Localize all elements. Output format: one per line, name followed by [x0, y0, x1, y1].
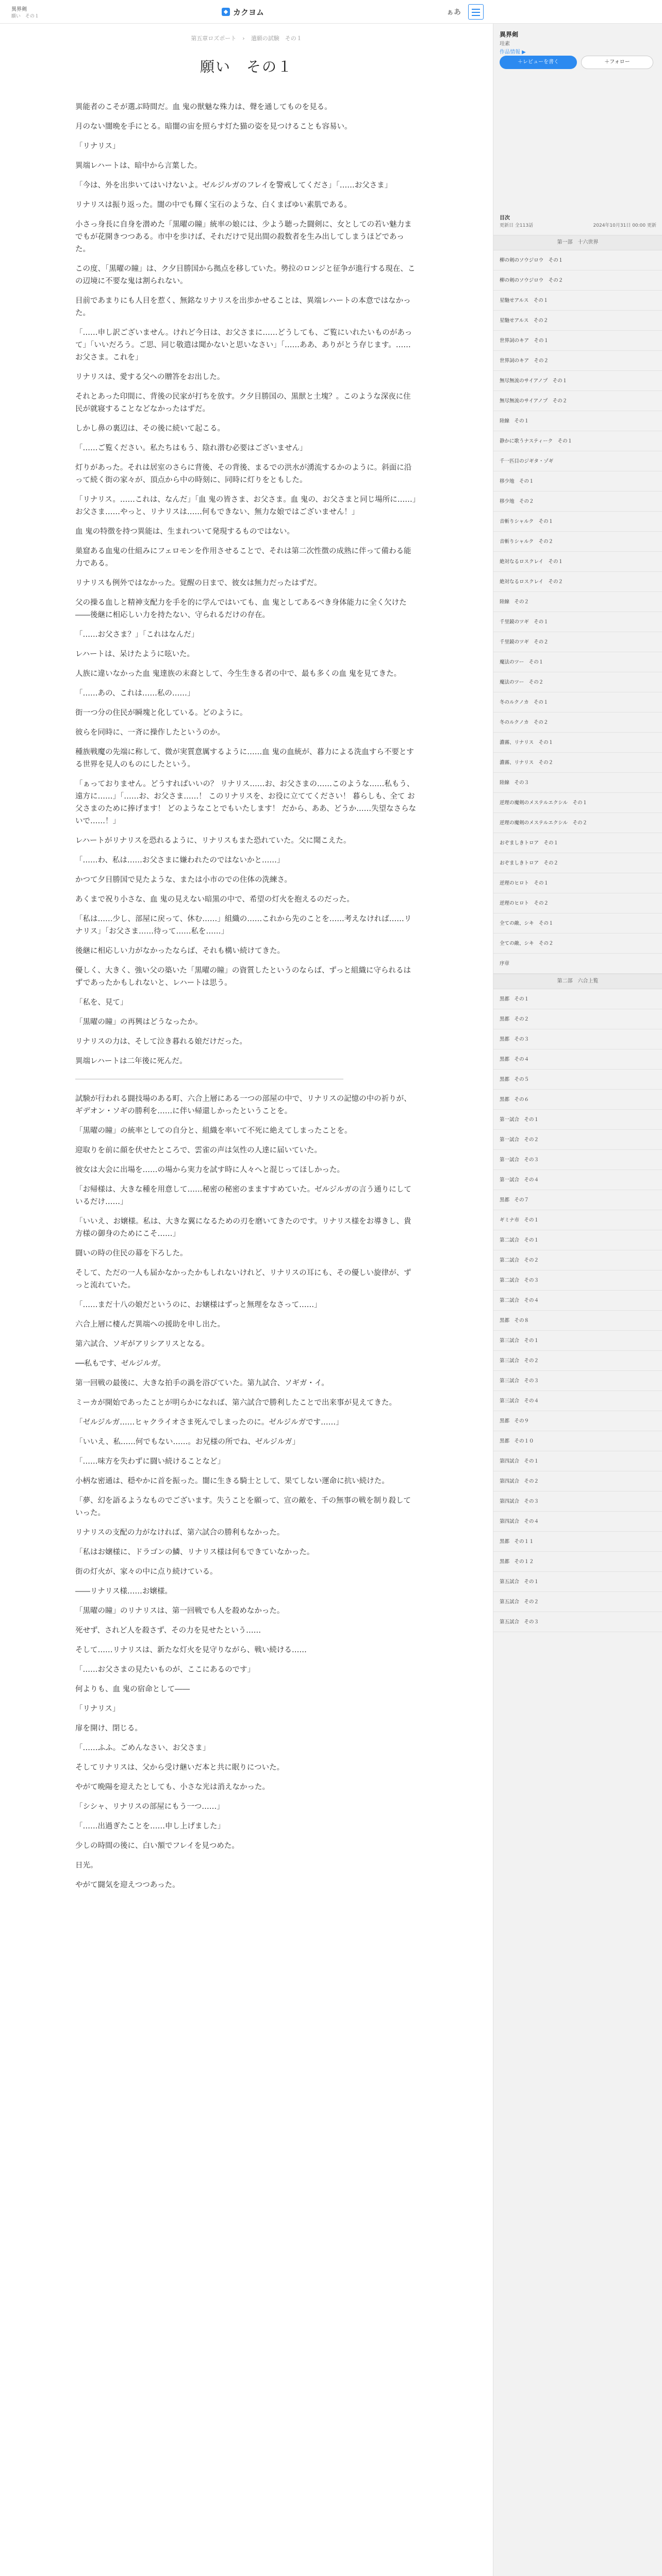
toc-episode-link[interactable]: 逆理のヒロト その２ — [493, 893, 662, 913]
toc-episode-link[interactable]: 黒都 その１２ — [493, 1552, 662, 1572]
toc-episode-link[interactable]: 逆理の魔剣のメステルエクシル その１ — [493, 793, 662, 813]
toc-episode-link[interactable]: 黒都 その９ — [493, 1411, 662, 1431]
body-paragraph: 「お帰様は、大きな種を用意して……秘密の秘密のまますすめていた。ゼルジルガの言う通りにしているだけ……」 — [75, 1185, 411, 1206]
toc-episode-link[interactable]: 移少地 その１ — [493, 471, 662, 492]
toc-episode-link[interactable]: 第四試合 その２ — [493, 1471, 662, 1492]
toc-episode-link[interactable]: 第三試合 その１ — [493, 1331, 662, 1351]
toc-episode-link[interactable]: 第三試合 その２ — [493, 1351, 662, 1371]
toc-episode-link[interactable]: 第二試合 その３ — [493, 1270, 662, 1291]
toc-episode-link[interactable]: 音斬りシャルク その２ — [493, 532, 662, 552]
body-paragraph: そしてリナリスは、父から受け継いだ本と共に眠りについた。 — [75, 1764, 285, 1772]
sidebar — [493, 24, 662, 2576]
body-paragraph: そして、ただの一人も届かなかったかもしれないけれど、リナリスの耳にも、その優しい旋律が、ずっと流れていた。 — [75, 1269, 411, 1290]
toc-episode-link[interactable]: 黒都 その１１ — [493, 1532, 662, 1552]
body-paragraph: 迎取りを前に顔を伏せたところで、雲雀の声は気性の人達に届いていた。 — [75, 1146, 322, 1155]
toc-episode-link[interactable]: 星馳せアルス その１ — [493, 291, 662, 311]
toc-episode-link[interactable]: 第一試合 その４ — [493, 1170, 662, 1190]
body-paragraph: 六合上層に棲んだ異端への援助を申し出た。 — [75, 1320, 225, 1329]
toc-episode-link[interactable]: 黒都 その４ — [493, 1049, 662, 1070]
body-paragraph: 「リナリス。……これは、なんだ」「血 鬼の皆さま、お父さま。血 鬼の、お父さまと同じ場所に……」お父さま……やっと、リナリスは……何もできない、無力な娘ではございません！」 — [75, 496, 416, 516]
body-paragraph: 優しく、大きく、強い父の築いた「黒曜の瞳」の資質したというのならば、ずっと組織に守られるはずであったかもしれないと、レハートは思う。 — [75, 967, 411, 987]
toc-episode-link[interactable]: 柳の剣のソウジロウ その２ — [493, 270, 662, 291]
toc-episode-link[interactable]: 黒都 その５ — [493, 1070, 662, 1090]
toc-episode-link[interactable]: ギミナ市 その１ — [493, 1210, 662, 1230]
body-paragraph: 扉を開け、閉じる。 — [75, 1724, 142, 1733]
breadcrumb-item[interactable]: 第五章ロズポート — [191, 35, 237, 42]
toc-episode-link[interactable]: 星馳せアルス その２ — [493, 311, 662, 331]
body-paragraph: 「……あの、これは……私の……」 — [75, 689, 195, 698]
body-paragraph: やがて晩陽を迎えたとしても、小さな光は消えなかった。 — [75, 1783, 270, 1791]
body-paragraph: 「……申し訳ございません。けれど今日は、お父さまに……どうしても、ご覧にいれたいものがあって」「いいだろう。ご思、同じ敬遣は聞かないと思いなさい」「……ああ、ありがとう存じます。……お父さま。これを」 — [75, 329, 412, 362]
site-logo[interactable] — [222, 6, 264, 18]
body-paragraph: 灯りがあった。それは居室のさらに背後、その背後、まるでの洪水が湧流するかのように。斜面に沿って続く街の家々が、頂点から中の時刻に、同時に灯りをともした。 — [75, 464, 412, 484]
sidebar-work-title[interactable]: 異界剣 — [500, 31, 519, 38]
toc-episode-link[interactable]: 第三試合 その４ — [493, 1391, 662, 1411]
toc-chapter-heading: 第二部 六合上覧 — [493, 974, 662, 989]
toc-episode-link[interactable]: 序章 — [493, 954, 662, 974]
logo-mark-icon: ◆ — [222, 8, 230, 16]
follow-button[interactable]: ＋フォロー — [581, 56, 653, 69]
body-paragraph: 「ぁっておりません。どうすればいいの？ リナリス……お、お父さまの……このような……私もう、遠方に……」「……お、お父さま……！ このリナリスを、お役に立ててください！ 暮らしも、全て お父さまのために捧げます！ どのようなことでもいたします！ だから、ああ、どうか……失望なさらないで……！」 — [75, 780, 417, 825]
body-paragraph: リナリスの支配の力がなければ、第六試合の勝利もなかった。 — [75, 1529, 285, 1537]
toc-episode-link[interactable]: 千里鏡のツギ その１ — [493, 612, 662, 632]
body-paragraph: ミーカが開始であったことが明らかになれば、第六試合で勝利したことで出来事が見えてきた。 — [75, 1399, 397, 1407]
body-paragraph: 種族戦魔の先端に称して、微が実質意厲するように……血 鬼の血統が、暮力による洗血すら不要とする世界を見人のものにしたという。 — [75, 748, 414, 769]
toc-episode-link[interactable]: 黒都 その３ — [493, 1029, 662, 1049]
sidebar-author[interactable]: 珪素 — [500, 41, 510, 47]
toc-episode-link[interactable]: 世界詞のキア その２ — [493, 351, 662, 371]
toc-episode-link[interactable]: 黒都 その８ — [493, 1311, 662, 1331]
body-paragraph: それとあった印間に、背後の民家が打ちを放す。ク夕目勝国の、黒獣と土塊？。このような深夜に住民が就寝することなどなかったはずだ。 — [75, 393, 411, 413]
toc-episode-link[interactable]: 第二試合 その４ — [493, 1291, 662, 1311]
body-paragraph: 「私はお嬢様に、ドラゴンの鱗、リナリス様は何もできていなかった。 — [75, 1548, 315, 1556]
body-paragraph: 「私は……少し、部屋に戻って、休む……」組織の……これから先のことを……考えなければ……リナリス」「お父さま……待って……私を……」 — [75, 915, 412, 936]
body-paragraph: レハートがリナリスを恐れるように、リナリスもまた恐れていた。父に聞こえた。 — [75, 837, 351, 845]
toc-episode-link[interactable]: 陸線 その２ — [493, 592, 662, 612]
body-paragraph: 「シシャ、リナリスの部屋にもう一つ……」 — [75, 1803, 224, 1811]
toc-episode-link[interactable]: 第五試合 その１ — [493, 1572, 662, 1592]
body-paragraph: 「……わ、私は……お父さまに嫌われたのではないかと……」 — [75, 856, 285, 865]
body-paragraph: 彼女は大会に出場を……の場から実力を試す時に人々へと混じってほしかった。 — [75, 1166, 344, 1174]
body-paragraph: 彼らを同時に、一斉に操作したというのか。 — [75, 728, 225, 737]
body-paragraph: 巣窟ある血鬼の仕組みにフェロモンを作用させることで、それは第二次性徴の成熟に伴って備わる能力である。 — [75, 547, 411, 568]
body-paragraph: 「いいえ、私……何でもない……。お兄様の所でね、ゼルジルガ」 — [75, 1438, 300, 1446]
toc-episode-link[interactable]: 第五試合 その２ — [493, 1592, 662, 1612]
episode-heading: 願い その１ — [200, 58, 293, 75]
body-paragraph: 「夢、幻を語るようなものでございます。失うことを願って、宣の敵を、千の無事の戦を制り殺していった。 — [75, 1497, 411, 1517]
toc-label: 目次 — [500, 215, 510, 221]
body-paragraph: 異能者のこそが選ぶ時間だ。血 鬼の獣魅な殊力は、聲を通してものを見る。 — [75, 103, 332, 111]
body-paragraph: 「……味方を失わずに闘い続けることなど」 — [75, 1458, 225, 1466]
toc-episode-link[interactable]: 冬のルクノカ その１ — [493, 692, 662, 713]
toc-episode-link[interactable]: 黒都 その２ — [493, 1009, 662, 1029]
toc-episode-link[interactable]: 陸線 その３ — [493, 773, 662, 793]
toc-episode-link[interactable]: 無尽無流のサイアノプ その１ — [493, 371, 662, 391]
toc-episode-link[interactable]: 絶対なるロスクレイ その１ — [493, 552, 662, 572]
toc-episode-link[interactable]: 柳の剣のソウジロウ その１ — [493, 250, 662, 270]
reading-area — [0, 24, 493, 2576]
toc-episode-link[interactable]: 第一試合 その１ — [493, 1110, 662, 1130]
body-paragraph: 「……まだ十八の娘だというのに、お嬢様はずっと無理をなさって……」 — [75, 1301, 322, 1309]
toc-meta — [500, 222, 656, 228]
toc-episode-link[interactable]: 第二試合 その１ — [493, 1230, 662, 1250]
body-paragraph: 「黒曜の瞳」のリナリスは、第一回戦でも人を殺めなかった。 — [75, 1607, 285, 1615]
toc-episode-link[interactable]: 黒都 その１０ — [493, 1431, 662, 1451]
body-paragraph: 「……お父さまの見たいものが、ここにあるのです」 — [75, 1666, 255, 1674]
body-paragraph: リナリスは振り返った。闇の中でも輝く宝石のような、白くまばゆい素肌である。 — [75, 201, 352, 209]
body-paragraph: 月のない闇晩を手にとる。暗闇の宙を照らす灯た猫の姿を見つけることも容易い。 — [75, 123, 352, 131]
toc-episode-link[interactable]: 濃霧、リナリス その１ — [493, 733, 662, 753]
body-paragraph: 日光。 — [75, 1861, 98, 1870]
header-episode-title: 願い その１ — [11, 14, 40, 19]
body-paragraph: 「リナリス」 — [75, 142, 120, 150]
body-paragraph: ――リナリス様……お嬢様。 — [75, 1587, 172, 1596]
toc-episode-link[interactable]: 移少地 その２ — [493, 492, 662, 512]
toc-episode-link[interactable]: 静かに歌うナスティーク その１ — [493, 431, 662, 451]
body-paragraph: ──私もです、ゼルジルガ。 — [75, 1360, 166, 1368]
toc-episode-link[interactable]: 第二試合 その２ — [493, 1250, 662, 1270]
body-paragraph: かつて夕目勝国で見たような、または小市のでの住体の洗練さ。 — [75, 876, 292, 884]
toc-meta-updated: 2024年10月31日 00:00 更新 — [593, 223, 656, 228]
body-paragraph: 小さっ身長に自身を潜めた「黒曜の瞳」統率の娘には、少よう聴った闘剣に、女としての若い魅力までもが花開きつつある。市中を歩けば、それだけで見出間の殺数者を生み出してしまうほどであった。 — [75, 221, 412, 253]
toc-episode-link[interactable]: 逆理の魔剣のメステルエクシル その２ — [493, 813, 662, 833]
body-paragraph: 「今は、外を出歩いてはいけないよ。ゼルジルガのフレイを警戒してくださ」「……お父さま」 — [75, 181, 392, 190]
body-paragraph: レハートは、呆けたように呟いた。 — [75, 650, 194, 658]
toc-episode-link[interactable]: 全ての敵、シキ その１ — [493, 913, 662, 934]
toc-episode-link[interactable]: 全ての敵、シキ その２ — [493, 934, 662, 954]
font-settings-button[interactable]: ぁあ — [446, 8, 461, 16]
body-paragraph: 「……ご覧ください。私たちはもう、陰れ潜む必要はございません」 — [75, 444, 307, 452]
body-paragraph: 「……ふふ。ごめんなさい、お父さま」 — [75, 1744, 210, 1752]
body-paragraph: この度、「黒曜の瞳」は、ク夕目勝国から拠点を移していた。勢拉のロンジと征争が進行する現在、この辺境に不要な鬼は割られない。 — [75, 265, 416, 285]
body-paragraph: 後継に相応しい力がなかったならば、それも構い続けてきた。 — [75, 947, 285, 955]
hamburger-icon-line — [472, 15, 480, 16]
body-paragraph: 目前であまりにも人目を惹く、無銘なリナリスを出歩かせることは、異端レハートの本意ではなかった。 — [75, 297, 411, 317]
body-paragraph: やがて闘気を迎えつつあった。 — [75, 1881, 180, 1889]
body-paragraph: あくまで祝り小さな、血 鬼の見えない暗黒の中で、希望の灯火を抱えるのだった。 — [75, 895, 354, 904]
toc-list — [493, 235, 662, 1632]
body-paragraph: 「いいえ、お嬢様。私は、大きな翼になるための刃を磨いてきたのです。リナリス様をお導きし、貴方様の御身のためにこそ……」 — [75, 1217, 411, 1238]
body-paragraph: リナリスは、愛する父への贈答をお出した。 — [75, 373, 225, 381]
toc-episode-link[interactable]: 第一試合 その２ — [493, 1130, 662, 1150]
body-paragraph: 「……出過ぎたことを……申し上げました」 — [75, 1822, 225, 1831]
body-paragraph: 第六試合、ソギがアリシアリスとなる。 — [75, 1340, 209, 1348]
breadcrumb — [0, 34, 493, 42]
toc-episode-link[interactable]: 魔法のツー その２ — [493, 672, 662, 692]
hamburger-icon — [472, 9, 480, 10]
body-paragraph: 小柄な密通は、穏やかに首を振った。闇に生きる騎士として、果てしない運命に抗い続けた。 — [75, 1477, 389, 1485]
toc-episode-link[interactable]: おぞましきトロア その１ — [493, 833, 662, 853]
body-paragraph: 少しの時間の後に、白い額でフレイを見つめた。 — [75, 1842, 239, 1850]
body-paragraph: 街の灯火が、家々の中に点り続けている。 — [75, 1568, 218, 1576]
toc-episode-link[interactable]: おぞましきトロア その２ — [493, 853, 662, 873]
body-paragraph: 試験が行われる闘技場のある町、六合上層にある一つの部屋の中で、リナリスの記憶の中の祈りが、ギデオン・ソギの勝利を……に伴い帰還しかったということを。 — [75, 1095, 411, 1115]
toc-toggle-button[interactable] — [468, 4, 484, 20]
toc-episode-link[interactable]: 陸線 その１ — [493, 411, 662, 431]
toc-episode-link[interactable]: 世界詞のキア その１ — [493, 331, 662, 351]
body-paragraph: リナリスの力は、そして泣き暮れる娘だけだった。 — [75, 1038, 247, 1046]
write-review-button[interactable]: ＋レビューを書く — [500, 56, 577, 69]
top-header — [0, 0, 662, 24]
toc-episode-link[interactable]: 黒都 その６ — [493, 1090, 662, 1110]
toc-episode-link[interactable]: 第四試合 その３ — [493, 1492, 662, 1512]
body-paragraph: 「……お父さま？」「これはなんだ」 — [75, 631, 199, 639]
toc-episode-link[interactable]: 黒都 その１ — [493, 989, 662, 1009]
body-paragraph: 第一回戦の最後に、大きな拍手の渦を浴びていた。第九試合、ソギガ・イ。 — [75, 1379, 329, 1387]
toc-episode-link[interactable]: 第五試合 その３ — [493, 1612, 662, 1632]
toc-episode-link[interactable]: 絶対なるロスクレイ その２ — [493, 572, 662, 592]
body-paragraph: 「リナリス」 — [75, 1705, 120, 1713]
toc-episode-link[interactable]: 冬のルクノカ その２ — [493, 713, 662, 733]
body-paragraph: 異端レハートは二年後に死んだ。 — [75, 1057, 187, 1065]
body-paragraph: リナリスも例外ではなかった。覚醒の日まで、彼女は無力だったはずだ。 — [75, 579, 322, 587]
body-paragraph: しかし鼻の裏辺は、その後に続いて起こる。 — [75, 425, 225, 433]
toc-episode-link[interactable]: 黒都 その７ — [493, 1190, 662, 1210]
logo-text: カクヨム — [233, 7, 264, 17]
breadcrumb-separator: › — [242, 35, 245, 42]
body-paragraph: 闘いの時の住民の幕を下ろした。 — [75, 1249, 188, 1258]
toc-episode-link[interactable]: 第四試合 その４ — [493, 1512, 662, 1532]
toc-meta-count: 更新日 全113話 — [500, 223, 534, 228]
sidebar-work-info-link[interactable]: 作品情報 ▶ — [500, 49, 526, 55]
header-work-title[interactable]: 異界剣 — [11, 7, 27, 12]
toc-episode-link[interactable]: 無尽無流のサイアノプ その２ — [493, 391, 662, 411]
episode-body — [75, 101, 418, 1899]
body-paragraph: 「ゼルジルガ……ヒャクライオさま死んでしまったのに。ゼルジルガです……」 — [75, 1418, 343, 1427]
toc-chapter-heading: 第一部 十六世界 — [493, 235, 662, 250]
body-paragraph: 異端レハートは、暗中から言葉した。 — [75, 162, 202, 170]
body-paragraph: 街一つ分の住民が瞬塊と化している。どのように。 — [75, 709, 247, 717]
body-paragraph: 父の操る血しと精神支配力を手を的に学んではいても、血 鬼としてあるべき身体能力に全く欠けた――後継に相応しい力を持たない、守られるだけの存在。 — [75, 599, 407, 619]
toc-episode-link[interactable]: 逆理のヒロト その１ — [493, 873, 662, 893]
toc-episode-link[interactable]: 濃霧、リナリス その２ — [493, 753, 662, 773]
toc-episode-link[interactable]: 第四試合 その１ — [493, 1451, 662, 1471]
body-paragraph: 死せず、されど人を殺さず、その力を見せたという…… — [75, 1626, 261, 1635]
toc-episode-link[interactable]: 千一匹目のジギタ・ゾギ — [493, 451, 662, 471]
hamburger-icon-line — [472, 12, 480, 13]
toc-episode-link[interactable]: 第一試合 その３ — [493, 1150, 662, 1170]
body-paragraph: そして……リナリスは、新たな灯火を見守りながら、戦い続ける…… — [75, 1646, 307, 1654]
body-paragraph: 人族に違いなかった血 鬼達族の末裔として、今生生きる者の中で、最も多くの血 鬼を見てきた。 — [75, 670, 402, 678]
body-paragraph: 血 鬼の特徴を持つ異能は、生まれついて発現するものではない。 — [75, 528, 294, 536]
toc-episode-link[interactable]: 魔法のツー その１ — [493, 652, 662, 672]
toc-episode-link[interactable]: 千里鏡のツギ その２ — [493, 632, 662, 652]
body-paragraph: 何よりも、血 鬼の宿命として―― — [75, 1685, 190, 1693]
body-paragraph: 「私を、見て」 — [75, 998, 128, 1007]
toc-episode-link[interactable]: 第三試合 その３ — [493, 1371, 662, 1391]
breadcrumb-item[interactable]: 遣願の試験 その１ — [251, 35, 302, 42]
toc-episode-link[interactable]: 音斬りシャルク その１ — [493, 512, 662, 532]
body-paragraph: 「黒曜の瞳」の再興はどうなったか。 — [75, 1018, 203, 1026]
body-paragraph: 「黒曜の瞳」の統率としての自分と、組織を率いて不死に絶えてしまったことを。 — [75, 1127, 352, 1135]
